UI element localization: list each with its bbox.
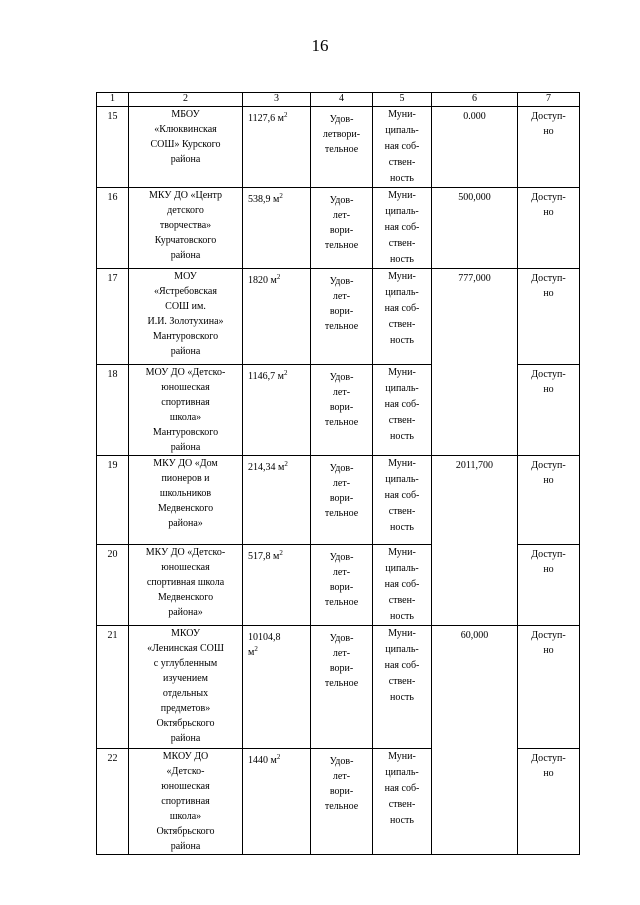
cell-line: ность [390,431,414,442]
cell-line: Доступ- [531,630,566,641]
cell-line: юношеская [161,382,210,393]
cell-line: Муни- [388,628,416,639]
cell-line: но [543,288,554,299]
availability-cell [518,456,580,545]
cell-line: лет- [332,387,351,398]
cell-line: тельное [324,801,359,812]
cell-line: но [543,645,554,656]
cell-line: ципаль- [385,125,419,136]
cell-line: школа» [169,412,202,423]
cell-line: тельное [324,417,359,428]
cell-line: ствен- [388,799,416,810]
cell-line: Удов- [329,114,354,125]
cell-line: ствен- [388,506,416,517]
cell-line: юношеская [161,781,210,792]
condition-cell [311,365,373,456]
cell-line: Удов- [329,756,354,767]
area-unit: м [248,647,255,658]
condition-cell [311,107,373,188]
cell-line: лет- [332,210,351,221]
cell-line: Муни- [388,271,416,282]
row-number-cell: 19 [97,456,129,545]
cell-line: но [543,126,554,137]
area-cell [243,545,311,626]
cell-line: МОУ ДО «Детско- [145,367,226,378]
cell-line: Октябрьского [156,718,215,729]
header-cell: 4 [311,93,373,107]
cell-line: ность [390,522,414,533]
cell-line: МБОУ [171,109,200,120]
area-cell [243,365,311,456]
condition-cell [311,456,373,545]
cell-line: ная соб- [384,490,420,501]
area-superscript: 2 [276,273,281,281]
cell-line: СОШ» Курского [150,139,221,150]
availability-cell [518,545,580,626]
cell-line: тельное [324,597,359,608]
institution-name-cell [129,365,243,456]
cell-line: с углубленным [153,658,218,669]
cell-line: ность [390,611,414,622]
ownership-cell [373,456,432,545]
ownership-cell [373,365,432,456]
cell-line: творчества» [159,220,212,231]
cell-line: вори- [329,402,354,413]
cell-line: предметов» [160,703,211,714]
table-row [97,626,580,749]
cell-line: МКУ ДО «Дом [153,458,218,469]
cell-line: спортивная [161,397,210,408]
institution-name-cell [129,626,243,749]
area-value: 1440 м [248,755,277,766]
cell-line: ципаль- [385,206,419,217]
cell-line: ность [390,173,414,184]
cell-line: Удов- [329,552,354,563]
cell-line: ность [390,815,414,826]
cell-line: И.И. Золотухина» [147,316,224,327]
header-cell: 5 [373,93,432,107]
cell-line: СОШ им. [165,301,206,312]
area-cell [243,107,311,188]
cell-line: Муни- [388,458,416,469]
data-table [96,92,580,855]
condition-cell [311,545,373,626]
row-number-cell: 20 [97,545,129,626]
cell-line: спортивная школа [146,577,225,588]
cell-line: но [543,768,554,779]
cell-line: района [170,346,201,357]
cell-line: Доступ- [531,369,566,380]
cell-line: ствен- [388,676,416,687]
cost-cell: 60,000 [432,626,518,855]
row-number-cell: 16 [97,188,129,269]
table-row [97,107,580,188]
availability-cell [518,269,580,365]
cell-line: вори- [329,786,354,797]
ownership-cell [373,749,432,855]
cell-line: детского [167,205,204,216]
cell-line: Медвенского [157,592,214,603]
cost-cell: 0.000 [432,107,518,188]
cell-line: лет- [332,478,351,489]
area-superscript: 2 [283,111,288,119]
cell-line: района [170,154,201,165]
area-value: 214,34 м [248,462,285,473]
cell-line: Курчатовского [154,235,217,246]
condition-cell [311,626,373,749]
cell-line: ципаль- [385,383,419,394]
cell-line: ная соб- [384,660,420,671]
header-cell: 7 [518,93,580,107]
header-row [97,93,580,107]
cell-line: ципаль- [385,287,419,298]
cell-line: ствен- [388,238,416,249]
cell-line: ность [390,254,414,265]
cell-line: ствен- [388,319,416,330]
cell-line: Доступ- [531,273,566,284]
cell-line: вори- [329,493,354,504]
cell-line: ципаль- [385,474,419,485]
cell-line: ность [390,335,414,346]
availability-cell [518,749,580,855]
cell-line: ствен- [388,415,416,426]
cell-line: Доступ- [531,549,566,560]
cell-line: Удов- [329,633,354,644]
cell-line: района [170,841,201,852]
area-value: 1146,7 м [248,371,284,382]
area-cell [243,269,311,365]
cell-line: «Клюквинская [154,124,217,135]
area-superscript: 2 [276,753,281,761]
area-value: 1820 м [248,275,277,286]
cell-line: пионеров и [161,473,210,484]
cell-line: Муни- [388,109,416,120]
cell-line: тельное [324,508,359,519]
cell-line: МКУ ДО «Детско- [145,547,226,558]
area-superscript: 2 [279,192,283,200]
area-value: 1127,6 м [248,113,284,124]
cell-line: вори- [329,225,354,236]
cell-line: Удов- [329,463,354,474]
cell-line: Доступ- [531,192,566,203]
cell-line: лет- [332,567,351,578]
condition-cell [311,188,373,269]
cell-line: района» [168,607,203,618]
table-row [97,456,580,545]
cell-line: Муни- [388,190,416,201]
area-cell [243,626,311,749]
cell-line: ная соб- [384,783,420,794]
header-cell: 3 [243,93,311,107]
cell-line: «Детско- [166,766,205,777]
institution-name-cell [129,749,243,855]
ownership-cell [373,626,432,749]
cell-line: но [543,475,554,486]
cell-line: Мантуровского [152,427,219,438]
header-cell: 1 [97,93,129,107]
institution-name-cell [129,456,243,545]
ownership-cell [373,188,432,269]
cell-line: Муни- [388,547,416,558]
area-cell [243,749,311,855]
area-superscript: 2 [254,645,258,653]
area-value: 538,9 м [248,194,280,205]
cell-line: школа» [169,811,202,822]
cell-line: ная соб- [384,222,420,233]
cell-line: но [543,564,554,575]
availability-cell [518,365,580,456]
cell-line: ная соб- [384,399,420,410]
row-number-cell: 18 [97,365,129,456]
cell-line: вори- [329,306,354,317]
availability-cell [518,107,580,188]
cell-line: ствен- [388,595,416,606]
cell-line: лет- [332,291,351,302]
cell-line: МОУ [174,271,197,282]
cell-line: ципаль- [385,767,419,778]
cell-line: лет- [332,771,351,782]
condition-cell [311,749,373,855]
cell-line: Медвенского [157,503,214,514]
cell-line: Удов- [329,276,354,287]
cell-line: юношеская [161,562,210,573]
area-superscript: 2 [279,549,283,557]
cost-cell: 777,000 [432,269,518,456]
cell-line: «Ястребовская [154,286,217,297]
cell-line: МКОУ ДО [162,751,209,762]
cell-line: МКУ ДО «Центр [149,190,222,201]
cell-line: вори- [329,582,354,593]
cost-cell: 500,000 [432,188,518,269]
condition-cell [311,269,373,365]
institution-name-cell [129,269,243,365]
availability-cell [518,188,580,269]
cell-line: «Ленинская СОШ [147,643,224,654]
area-cell [243,456,311,545]
cell-line: Мантуровского [152,331,219,342]
cell-line: Удов- [329,195,354,206]
row-number-cell: 21 [97,626,129,749]
cell-line: ципаль- [385,644,419,655]
row-number-cell: 22 [97,749,129,855]
ownership-cell [373,107,432,188]
cell-line: района [170,442,201,453]
institution-name-cell [129,107,243,188]
cell-line: района» [168,518,203,529]
institution-name-cell [129,545,243,626]
cell-line: тельное [324,678,359,689]
cell-line: ная соб- [384,303,420,314]
institution-name-cell [129,188,243,269]
cell-line: ная соб- [384,579,420,590]
cell-line: ствен- [388,157,416,168]
ownership-cell [373,545,432,626]
cell-line: МКОУ [170,628,201,639]
area-cell [243,188,311,269]
cell-line: Муни- [388,751,416,762]
cell-line: летвори- [322,129,361,140]
cell-line: но [543,207,554,218]
cell-line: отдельных [162,688,209,699]
cell-line: спортивная [161,796,210,807]
cell-line: вори- [329,663,354,674]
ownership-cell [373,269,432,365]
cell-line: Муни- [388,367,416,378]
cell-line: района [170,250,201,261]
area-value: 517,8 м [248,551,280,562]
row-number-cell: 15 [97,107,129,188]
cost-cell: 2011,700 [432,456,518,626]
table-row [97,269,580,365]
cell-line: ность [390,692,414,703]
area-superscript: 2 [283,369,288,377]
cell-line: изучением [162,673,209,684]
area-value: 10104,8 [248,632,281,643]
cell-line: ная соб- [384,141,420,152]
cell-line: но [543,384,554,395]
cell-line: тельное [324,240,359,251]
area-superscript: 2 [284,460,288,468]
cell-line: ципаль- [385,563,419,574]
cell-line: Октябрьского [156,826,215,837]
cell-line: района [170,733,201,744]
cell-line: лет- [332,648,351,659]
cell-line: Удов- [329,372,354,383]
cell-line: Доступ- [531,111,566,122]
table-row [97,188,580,269]
header-cell: 2 [129,93,243,107]
cell-line: тельное [324,321,359,332]
row-number-cell: 17 [97,269,129,365]
page-number: 16 [311,36,329,55]
cell-line: Доступ- [531,753,566,764]
cell-line: школьников [159,488,212,499]
header-cell: 6 [432,93,518,107]
cell-line: Доступ- [531,460,566,471]
availability-cell [518,626,580,749]
cell-line: тельное [324,144,359,155]
